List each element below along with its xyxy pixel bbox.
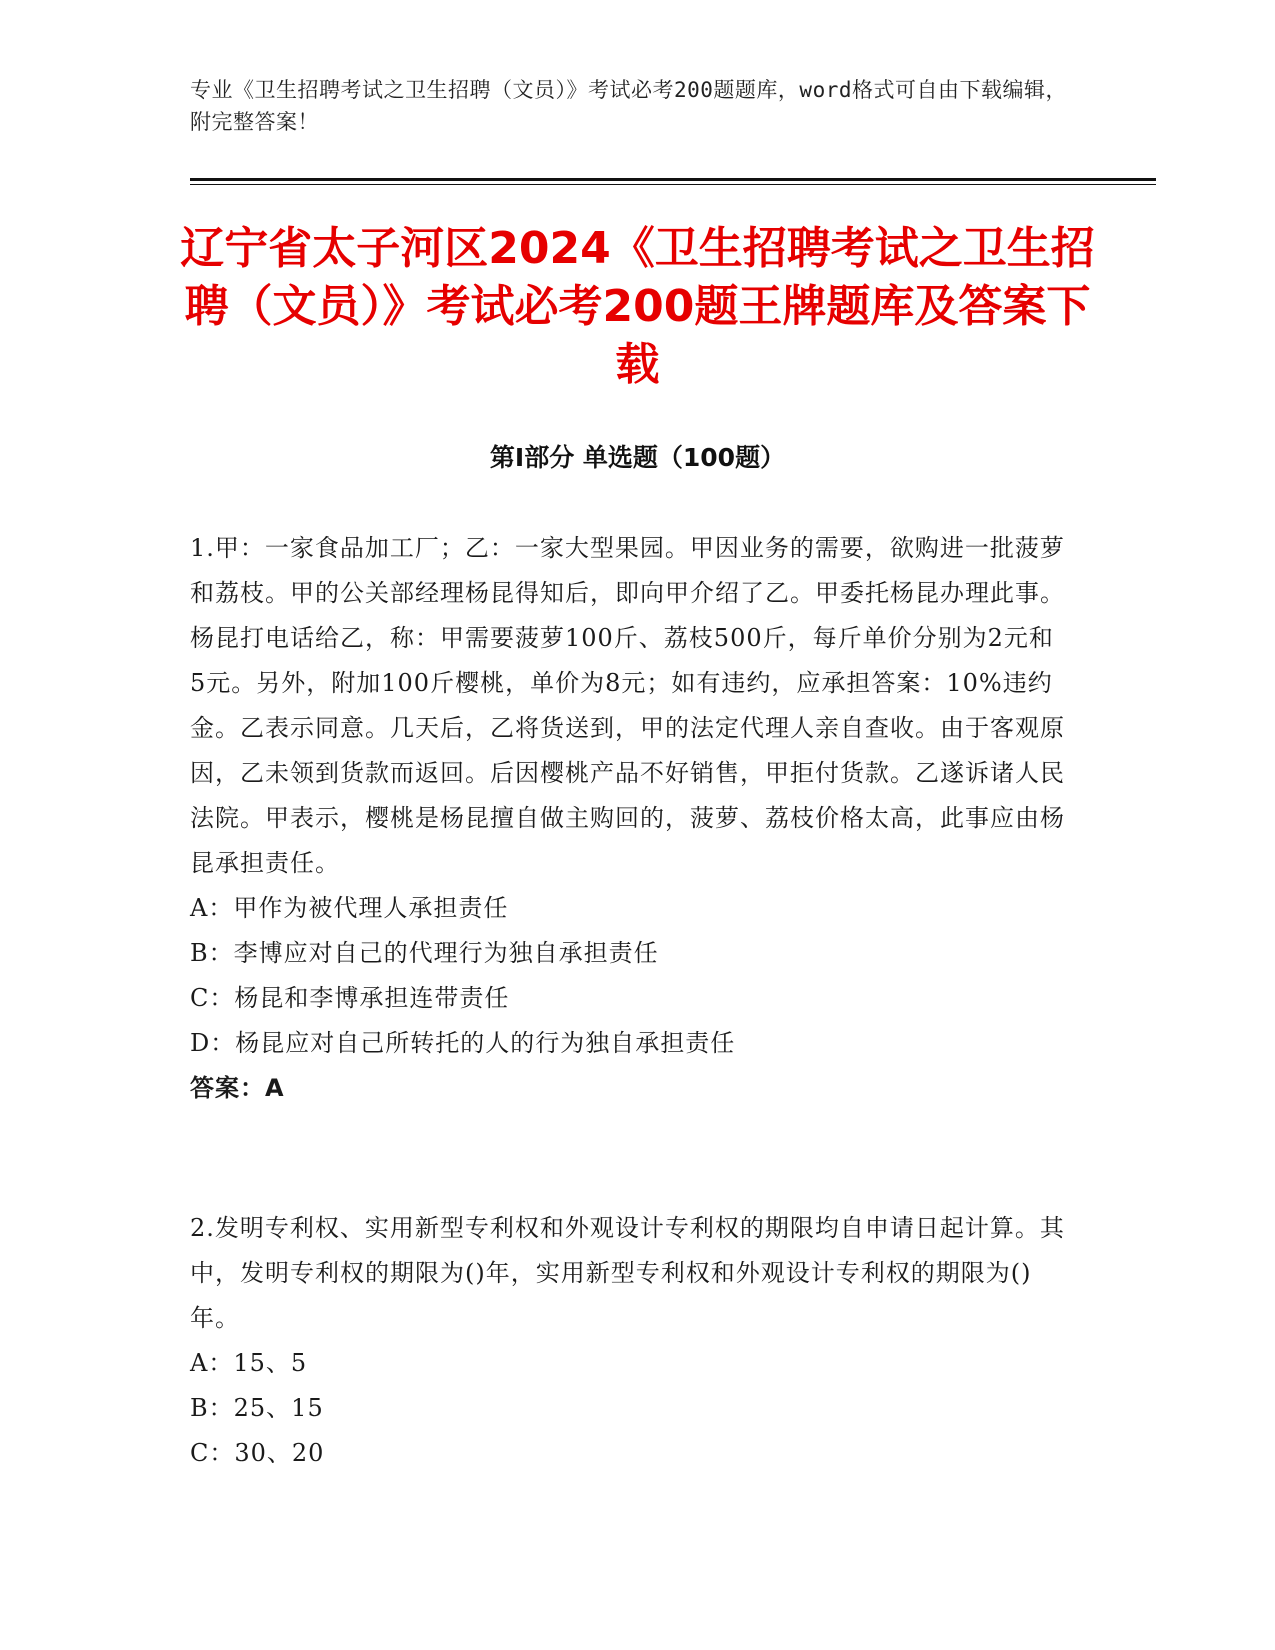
question-stem: 1.甲：一家食品加工厂；乙：一家大型果园。甲因业务的需要，欲购进一批菠萝和荔枝。甲的公关部经理杨昆得知后，即向甲介绍了乙。甲委托杨昆办理此事。杨昆打电话给乙，称：甲需要菠萝100斤、荔枝500斤，每斤单价分别为2元和5元。另外，附加100斤樱桃，单价为8元；如有违约，应承担答案：10%违约金。乙表示同意。几天后，乙将货送到，甲的法定代理人亲自查收。由于客观原因，乙未领到货款而返回。后因樱桃产品不好销售，甲拒付货款。乙遂诉诸人民法院。甲表示，樱桃是杨昆擅自做主购回的，菠萝、荔枝价格太高，此事应由杨昆承担责任。 xyxy=(190,534,1065,877)
question-stem: 2.发明专利权、实用新型专利权和外观设计专利权的期限均自申请日起计算。其中，发明专利权的期限为()年，实用新型专利权和外观设计专利权的期限为()年。 xyxy=(190,1214,1065,1332)
section-heading: 第Ⅰ部分 单选题（100题） xyxy=(489,443,786,472)
question-1 xyxy=(190,526,1070,1111)
option-c: C：杨昆和李博承担连带责任 xyxy=(190,984,510,1012)
option-a: A：15、5 xyxy=(190,1349,308,1377)
header-note: 专业《卫生招聘考试之卫生招聘（文员）》考试必考200题题库，word格式可自由下载编辑，附完整答案！ xyxy=(190,78,1067,134)
option-b: B：25、15 xyxy=(190,1394,324,1422)
header-divider-thick xyxy=(190,178,1156,181)
question-2 xyxy=(190,1206,1070,1476)
option-a: A：甲作为被代理人承担责任 xyxy=(190,894,509,922)
header-divider-thin xyxy=(190,184,1156,185)
option-c: C：30、20 xyxy=(190,1439,325,1467)
option-d: D：杨昆应对自己所转托的人的行为独自承担责任 xyxy=(190,1029,736,1057)
answer-line: 答案：A xyxy=(190,1074,285,1102)
option-b: B：李博应对自己的代理行为独自承担责任 xyxy=(190,939,659,967)
document-title: 辽宁省太子河区2024《卫生招聘考试之卫生招聘（文员）》考试必考200题王牌题库及答案下载 xyxy=(180,223,1095,390)
